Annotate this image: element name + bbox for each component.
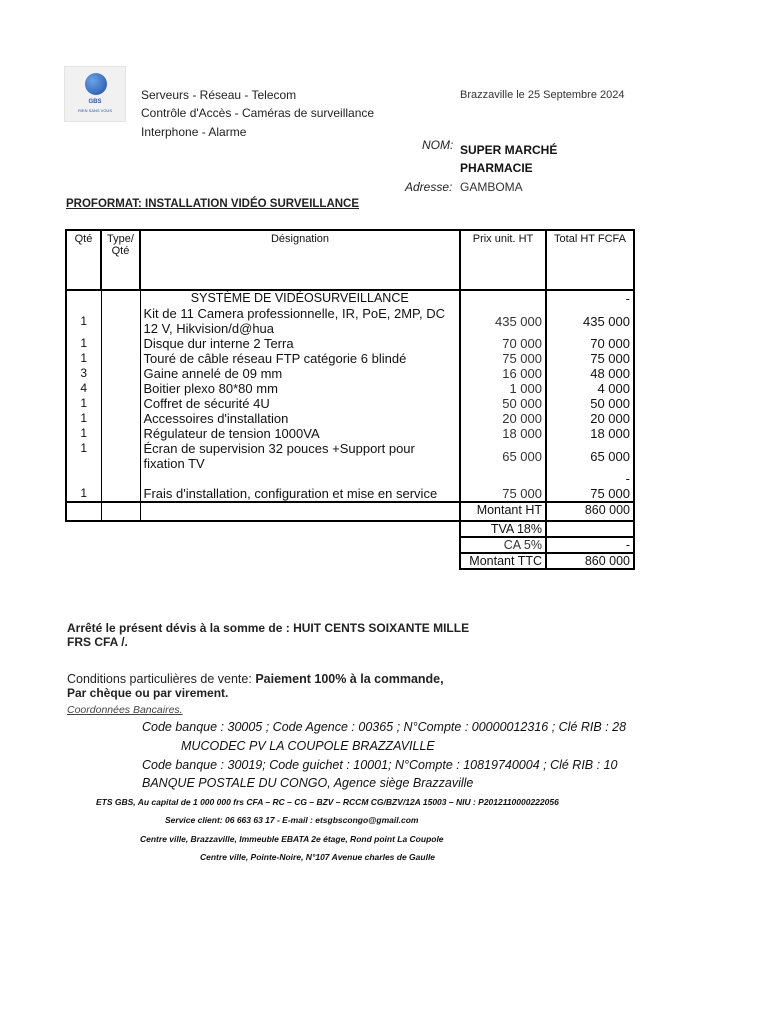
- row-unit-price: 50 000: [460, 396, 546, 411]
- row-unit-price: 70 000: [460, 336, 546, 351]
- header-total: Total HT FCFA: [546, 230, 634, 290]
- row-total: 435 000: [546, 306, 634, 336]
- summary-row: [66, 537, 634, 553]
- row-total: 48 000: [546, 366, 634, 381]
- bank-2-line-2: BANQUE POSTALE DU CONGO, Agence siège Brazzaville: [142, 776, 474, 790]
- row-qty: 1: [66, 486, 101, 502]
- table-row: [66, 306, 634, 336]
- summary-label: Montant TTC: [460, 553, 546, 569]
- footer-line-2: Service client: 06 663 63 17 - E-mail : etsgbscongo@gmail.com: [165, 815, 419, 825]
- table-row: [66, 366, 634, 381]
- document-title: PROFORMAT: INSTALLATION VIDÉO SURVEILLANCE: [66, 198, 360, 210]
- row-total: 4 000: [546, 381, 634, 396]
- footer-line-1: ETS GBS, Au capital de 1 000 000 frs CFA – RC – CG – BZV – RCCM CG/BZV/12A 15003 – NIU : P2012110000222056: [96, 797, 559, 807]
- bank-1-line-2: MUCODEC PV LA COUPOLE BRAZZAVILLE: [181, 739, 435, 753]
- amount-words-line-1: Arrêté le présent dévis à la somme de : HUIT CENTS SOIXANTE MILLE: [67, 621, 470, 635]
- bank-1-line-1: Code banque : 30005 ; Code Agence : 00365 ; N°Compte : 00000012316 ; Clé RIB : 28: [142, 720, 627, 734]
- row-qty: 1: [66, 396, 101, 411]
- row-designation: Touré de câble réseau FTP catégorie 6 blindé: [140, 351, 460, 366]
- row-designation: Régulateur de tension 1000VA: [140, 426, 460, 441]
- header-type: Type/ Qté: [101, 230, 140, 290]
- row-unit-price: 20 000: [460, 411, 546, 426]
- summary-label: TVA 18%: [460, 521, 546, 537]
- row-qty: 1: [66, 336, 101, 351]
- row-designation: Coffret de sécurité 4U: [140, 396, 460, 411]
- table-row-empty: [66, 471, 634, 486]
- company-logo: [64, 66, 126, 122]
- row-unit-price: 18 000: [460, 426, 546, 441]
- quote-table: [65, 229, 635, 570]
- row-total: 50 000: [546, 396, 634, 411]
- row-designation: Frais d'installation, configuration et mise en service: [140, 486, 460, 502]
- row-total: 75 000: [546, 351, 634, 366]
- row-designation: Accessoires d'installation: [140, 411, 460, 426]
- summary-value: 860 000: [546, 502, 634, 521]
- header-designation: Désignation: [140, 230, 460, 290]
- row-unit-price: 75 000: [460, 486, 546, 502]
- row-total: 75 000: [546, 486, 634, 502]
- row-qty: 1: [66, 351, 101, 366]
- row-qty: 3: [66, 366, 101, 381]
- amount-words-line-2: FRS CFA /.: [67, 635, 128, 649]
- row-designation: Disque dur interne 2 Terra: [140, 336, 460, 351]
- table-row: [66, 396, 634, 411]
- section-title: SYSTÈME DE VIDÉOSURVEILLANCE: [140, 290, 460, 306]
- table-row: [66, 426, 634, 441]
- row-unit-price: 435 000: [460, 306, 546, 336]
- footer-line-3: Centre ville, Brazzaville, Immeuble EBATA 2e étage, Rond point La Coupole: [140, 834, 444, 844]
- summary-value: -: [546, 537, 634, 553]
- conditions-value: Paiement 100% à la commande,: [255, 672, 444, 686]
- row-designation: Écran de supervision 32 pouces +Support pour fixation TV: [140, 441, 460, 471]
- conditions: [67, 672, 444, 686]
- table-row: [66, 351, 634, 366]
- table-row: [66, 441, 634, 471]
- summary-label: CA 5%: [460, 537, 546, 553]
- summary-row: [66, 502, 634, 521]
- bank-heading: Coordonnées Bancaires.: [67, 704, 183, 716]
- table-header-row: [66, 230, 634, 290]
- footer-line-4: Centre ville, Pointe-Noire, N°107 Avenue charles de Gaulle: [200, 852, 436, 862]
- row-total: 70 000: [546, 336, 634, 351]
- row-designation: Gaine annelé de 09 mm: [140, 366, 460, 381]
- row-qty: 4: [66, 381, 101, 396]
- row-unit-price: 16 000: [460, 366, 546, 381]
- summary-row: [66, 553, 634, 569]
- client-name-line-1: SUPER MARCHÉ: [460, 143, 558, 157]
- row-total: 20 000: [546, 411, 634, 426]
- section-row: [66, 290, 634, 306]
- summary-label: Montant HT: [460, 502, 546, 521]
- row-dash: -: [546, 471, 634, 486]
- summary-row: [66, 521, 634, 537]
- row-unit-price: 75 000: [460, 351, 546, 366]
- row-designation: Kit de 11 Camera professionnelle, IR, PoE, 2MP, DC 12 V, Hikvision/d@hua: [140, 306, 460, 336]
- table-row: [66, 486, 634, 502]
- row-qty: 1: [66, 411, 101, 426]
- company-line-1: Serveurs - Réseau - Telecom: [141, 88, 297, 102]
- logo-text: GBS: [88, 99, 102, 105]
- logo-subtitle: RIEN SANS VOUS: [77, 108, 112, 113]
- table-row: [66, 381, 634, 396]
- bank-2-line-1: Code banque : 30019; Code guichet : 10001; N°Compte : 10819740004 ; Clé RIB : 10: [142, 758, 618, 772]
- row-qty: 1: [66, 306, 101, 336]
- globe-icon: [85, 73, 107, 95]
- row-total: 18 000: [546, 426, 634, 441]
- conditions-label: Conditions particulières de vente:: [67, 672, 256, 686]
- conditions-line-2: Par chèque ou par virement.: [67, 686, 229, 700]
- table-row: [66, 411, 634, 426]
- row-designation: Boitier plexo 80*80 mm: [140, 381, 460, 396]
- row-total: 65 000: [546, 441, 634, 471]
- header-unit-price: Prix unit. HT: [460, 230, 546, 290]
- header-qty: Qté: [66, 230, 101, 290]
- row-unit-price: 1 000: [460, 381, 546, 396]
- company-line-2: Contrôle d'Accès - Caméras de surveillance: [141, 106, 375, 120]
- section-total: -: [546, 290, 634, 306]
- row-qty: 1: [66, 441, 101, 471]
- client-name-line-2: PHARMACIE: [460, 161, 533, 175]
- company-line-3: Interphone - Alarme: [141, 125, 247, 139]
- table-row: [66, 336, 634, 351]
- document-date: Brazzaville le 25 Septembre 2024: [460, 89, 625, 101]
- row-unit-price: 65 000: [460, 441, 546, 471]
- row-qty: 1: [66, 426, 101, 441]
- client-address-label: Adresse:: [405, 180, 453, 194]
- client-name-label: NOM:: [422, 138, 454, 152]
- summary-value: [546, 521, 634, 537]
- client-address: GAMBOMA: [460, 180, 523, 194]
- summary-value: 860 000: [546, 553, 634, 569]
